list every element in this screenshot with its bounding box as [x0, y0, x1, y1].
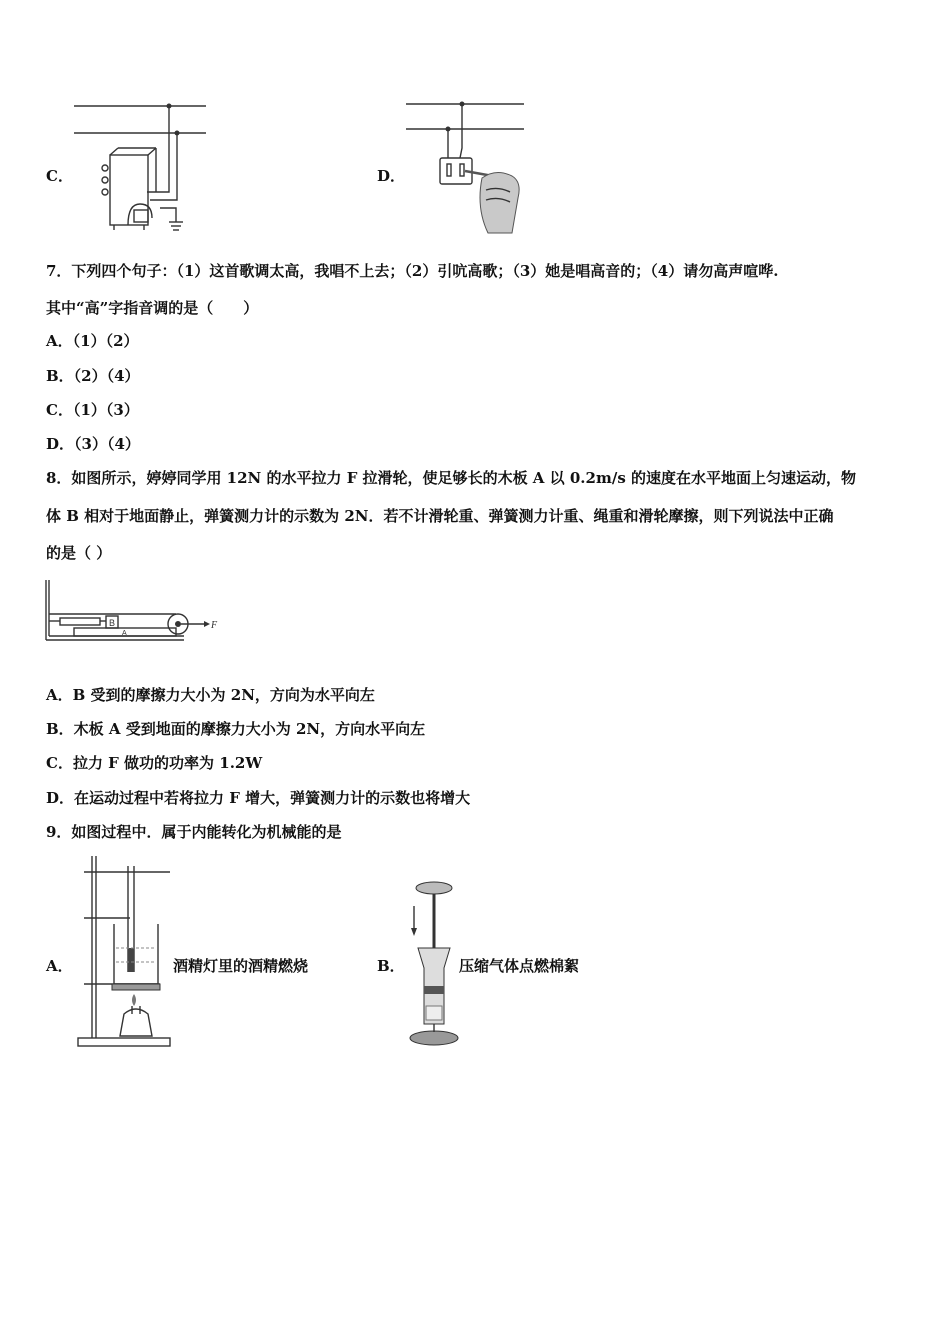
q9-stem: 9．如图过程中．属于内能转化为机械能的是	[46, 823, 342, 841]
q8-stem-line3: 的是（ ）	[46, 544, 112, 562]
wiring-diagram-c	[72, 100, 212, 235]
air-compression-cylinder-figure	[404, 878, 464, 1053]
socket-test-diagram-d	[404, 98, 534, 233]
alcohol-lamp-heating-figure	[74, 852, 174, 1052]
block-b-label: B	[109, 618, 116, 628]
board-a-label: A	[122, 630, 127, 637]
q8-option-a: A．B 受到的摩擦力大小为 2N，方向为水平向左	[46, 686, 375, 704]
q9-option-b-label: B．	[377, 957, 405, 975]
q9-option-a-label: A．	[46, 957, 73, 975]
q9-option-a-text: 酒精灯里的酒精燃烧	[173, 957, 309, 975]
option-c-label: C．	[46, 167, 73, 185]
q7-option-b: B．（2）（4）	[46, 367, 140, 385]
q8-option-d: D．在运动过程中若将拉力 F 增大，弹簧测力计的示数也将增大	[46, 789, 471, 807]
q7-option-a: A．（1）（2）	[46, 332, 139, 350]
q8-option-b: B．木板 A 受到地面的摩擦力大小为 2N，方向水平向左	[46, 720, 426, 738]
pulley-board-figure	[44, 578, 224, 648]
q8-stem-line1: 8．如图所示，婷婷同学用 12N 的水平拉力 F 拉滑轮，使足够长的木板 A 以 0.2m/s 的速度在水平地面上匀速运动，物	[46, 469, 856, 487]
q7-option-c: C．（1）（3）	[46, 401, 139, 419]
force-f-label: F	[211, 620, 218, 631]
q8-stem-line2: 体 B 相对于地面静止，弹簧测力计的示数为 2N．若不计滑轮重、弹簧测力计重、绳重和滑轮摩擦，则下列说法中正确	[46, 507, 834, 525]
q7-stem-line2: 其中“高”字指音调的是（ ）	[46, 299, 259, 317]
q9-option-b-text: 压缩气体点燃棉絮	[459, 957, 580, 975]
q7-stem-line1: 7．下列四个句子：（1）这首歌调太高，我唱不上去；（2）引吭高歌；（3）她是唱高音的；（4）请勿高声喧哗.	[46, 262, 779, 280]
q7-option-d: D．（3）（4）	[46, 435, 140, 453]
option-d-label: D．	[377, 167, 406, 185]
q8-option-c: C．拉力 F 做功的功率为 1.2W	[46, 754, 263, 772]
